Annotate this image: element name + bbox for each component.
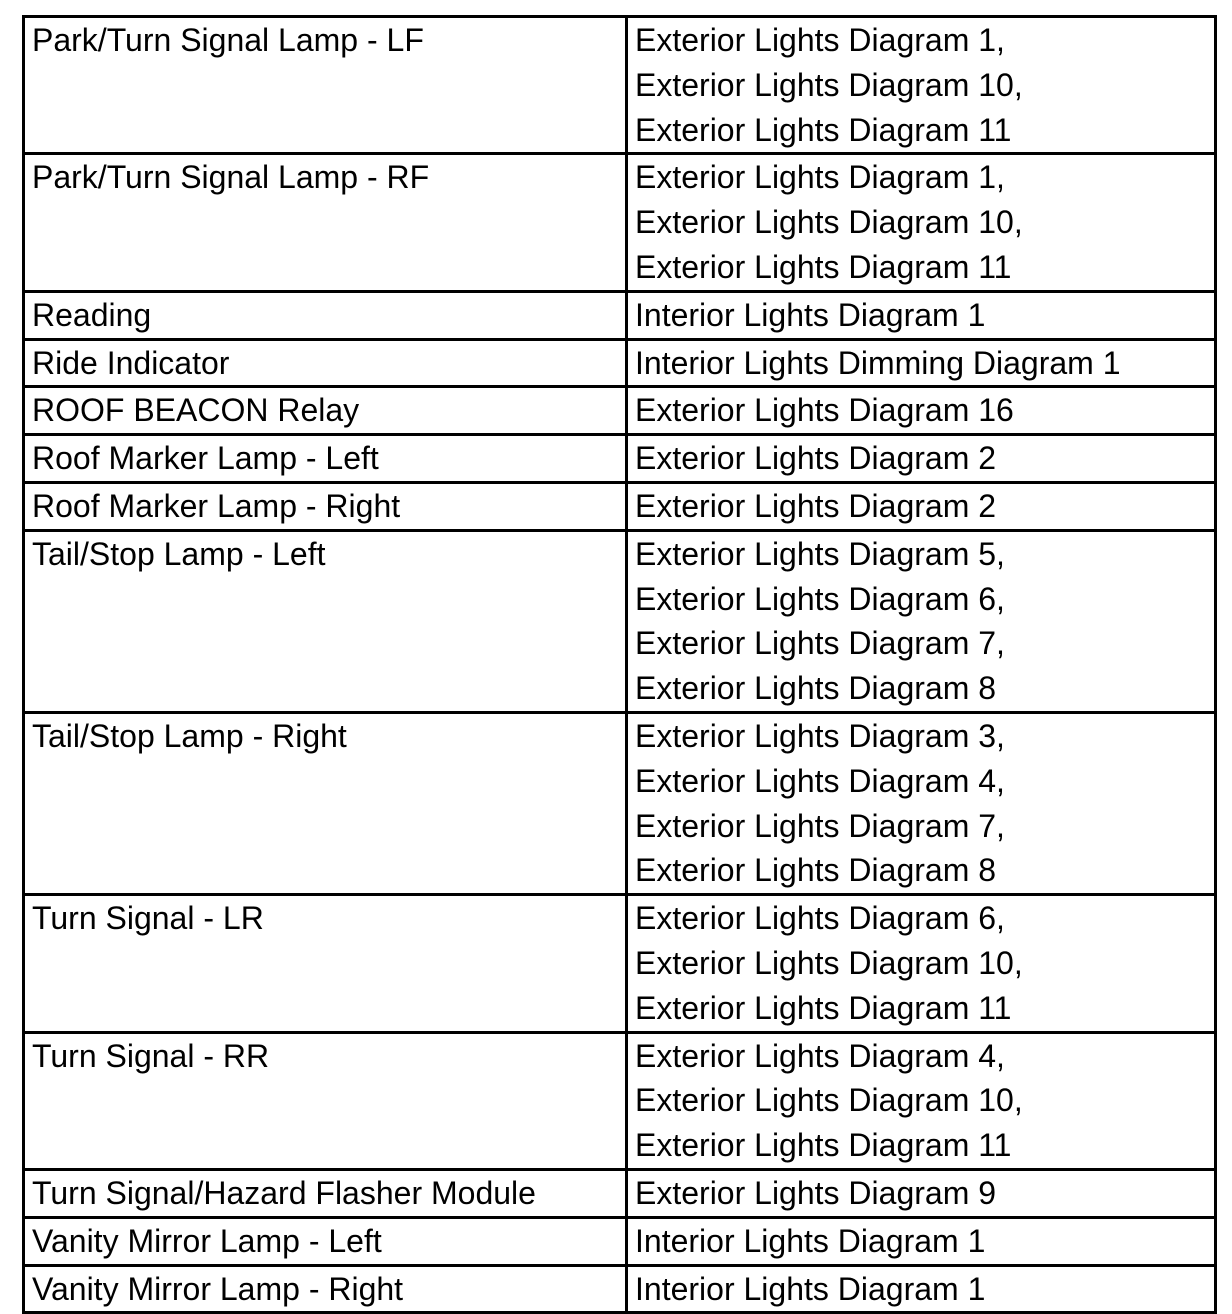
diagram-reference-link[interactable]: Exterior Lights Diagram 7, bbox=[635, 807, 1005, 844]
diagram-reference-cell bbox=[627, 339, 1216, 387]
table-row bbox=[24, 387, 1216, 435]
table-row bbox=[24, 17, 1216, 154]
diagram-reference-link[interactable]: Exterior Lights Diagram 1, bbox=[635, 22, 1005, 58]
component-name-cell: Tail/Stop Lamp - Right bbox=[24, 712, 627, 894]
table-body bbox=[24, 17, 1216, 1313]
diagram-reference-link[interactable]: Exterior Lights Diagram 11 bbox=[635, 989, 1012, 1026]
diagram-reference-link[interactable]: Exterior Lights Diagram 8 bbox=[635, 852, 997, 889]
diagram-reference-cell bbox=[627, 530, 1216, 712]
diagram-reference-link[interactable]: Exterior Lights Diagram 7, bbox=[635, 625, 1005, 662]
diagram-reference-cell bbox=[627, 154, 1216, 291]
table-row bbox=[24, 1032, 1216, 1169]
component-name-cell: Ride Indicator bbox=[24, 339, 627, 387]
diagram-reference-link[interactable]: Exterior Lights Diagram 8 bbox=[635, 670, 997, 707]
diagram-reference-cell bbox=[627, 895, 1216, 1032]
component-name-cell: Roof Marker Lamp - Left bbox=[24, 435, 627, 483]
diagram-reference-link[interactable]: Exterior Lights Diagram 10, bbox=[635, 204, 1023, 241]
table-row bbox=[24, 291, 1216, 339]
diagram-reference-link[interactable]: Interior Lights Diagram 1 bbox=[635, 1270, 986, 1307]
index-table-container bbox=[22, 15, 1214, 1314]
diagram-reference-link[interactable]: Exterior Lights Diagram 10, bbox=[635, 66, 1023, 103]
diagram-reference-cell bbox=[627, 1217, 1216, 1265]
component-name-cell: Park/Turn Signal Lamp - RF bbox=[24, 154, 627, 291]
diagram-reference-link[interactable]: Interior Lights Diagram 1 bbox=[635, 296, 986, 333]
diagram-reference-link[interactable]: Exterior Lights Diagram 6, bbox=[635, 900, 1005, 937]
diagram-reference-cell bbox=[627, 435, 1216, 483]
component-name-cell: Park/Turn Signal Lamp - LF bbox=[24, 17, 627, 154]
diagram-reference-link[interactable]: Interior Lights Dimming Diagram 1 bbox=[635, 344, 1121, 381]
table-row bbox=[24, 530, 1216, 712]
diagram-reference-link[interactable]: Exterior Lights Diagram 10, bbox=[635, 1082, 1023, 1119]
diagram-reference-link[interactable]: Exterior Lights Diagram 3, bbox=[635, 717, 1005, 754]
table-row bbox=[24, 435, 1216, 483]
table-row bbox=[24, 154, 1216, 291]
table-row bbox=[24, 1265, 1216, 1313]
diagram-reference-link[interactable]: Exterior Lights Diagram 9 bbox=[635, 1174, 997, 1211]
diagram-reference-cell bbox=[627, 1265, 1216, 1313]
diagram-reference-link[interactable]: Exterior Lights Diagram 2 bbox=[635, 440, 997, 477]
diagram-reference-link[interactable]: Exterior Lights Diagram 4, bbox=[635, 762, 1005, 799]
diagram-reference-link[interactable]: Exterior Lights Diagram 16 bbox=[635, 392, 1014, 429]
component-name-cell: Tail/Stop Lamp - Left bbox=[24, 530, 627, 712]
diagram-reference-link[interactable]: Exterior Lights Diagram 10, bbox=[635, 944, 1023, 981]
diagram-reference-link[interactable]: Exterior Lights Diagram 11 bbox=[635, 248, 1012, 285]
diagram-reference-link[interactable]: Exterior Lights Diagram 4, bbox=[635, 1037, 1005, 1074]
table-row bbox=[24, 712, 1216, 894]
table-row bbox=[24, 1169, 1216, 1217]
table-row bbox=[24, 895, 1216, 1032]
diagram-reference-link[interactable]: Exterior Lights Diagram 6, bbox=[635, 580, 1005, 617]
component-name-cell: Turn Signal - RR bbox=[24, 1032, 627, 1169]
diagram-reference-cell bbox=[627, 1169, 1216, 1217]
diagram-reference-link[interactable]: Exterior Lights Diagram 5, bbox=[635, 535, 1005, 572]
component-name-cell: Vanity Mirror Lamp - Left bbox=[24, 1217, 627, 1265]
diagram-reference-cell bbox=[627, 387, 1216, 435]
diagram-reference-link[interactable]: Interior Lights Diagram 1 bbox=[635, 1222, 986, 1259]
component-name-cell: Roof Marker Lamp - Right bbox=[24, 482, 627, 530]
diagram-reference-cell bbox=[627, 291, 1216, 339]
diagram-reference-cell bbox=[627, 1032, 1216, 1169]
component-name-cell: ROOF BEACON Relay bbox=[24, 387, 627, 435]
diagram-reference-cell bbox=[627, 482, 1216, 530]
diagram-reference-cell bbox=[627, 712, 1216, 894]
diagram-reference-link[interactable]: Exterior Lights Diagram 1, bbox=[635, 159, 1005, 196]
component-name-cell: Reading bbox=[24, 291, 627, 339]
diagram-reference-link[interactable]: Exterior Lights Diagram 11 bbox=[635, 111, 1012, 148]
component-name-cell: Turn Signal - LR bbox=[24, 895, 627, 1032]
diagram-reference-cell bbox=[627, 17, 1216, 154]
table-row bbox=[24, 339, 1216, 387]
component-name-cell: Turn Signal/Hazard Flasher Module bbox=[24, 1169, 627, 1217]
diagram-reference-link[interactable]: Exterior Lights Diagram 2 bbox=[635, 487, 997, 524]
component-name-cell: Vanity Mirror Lamp - Right bbox=[24, 1265, 627, 1313]
component-index-table bbox=[22, 15, 1217, 1314]
table-row bbox=[24, 1217, 1216, 1265]
diagram-reference-link[interactable]: Exterior Lights Diagram 11 bbox=[635, 1127, 1012, 1164]
table-row bbox=[24, 482, 1216, 530]
